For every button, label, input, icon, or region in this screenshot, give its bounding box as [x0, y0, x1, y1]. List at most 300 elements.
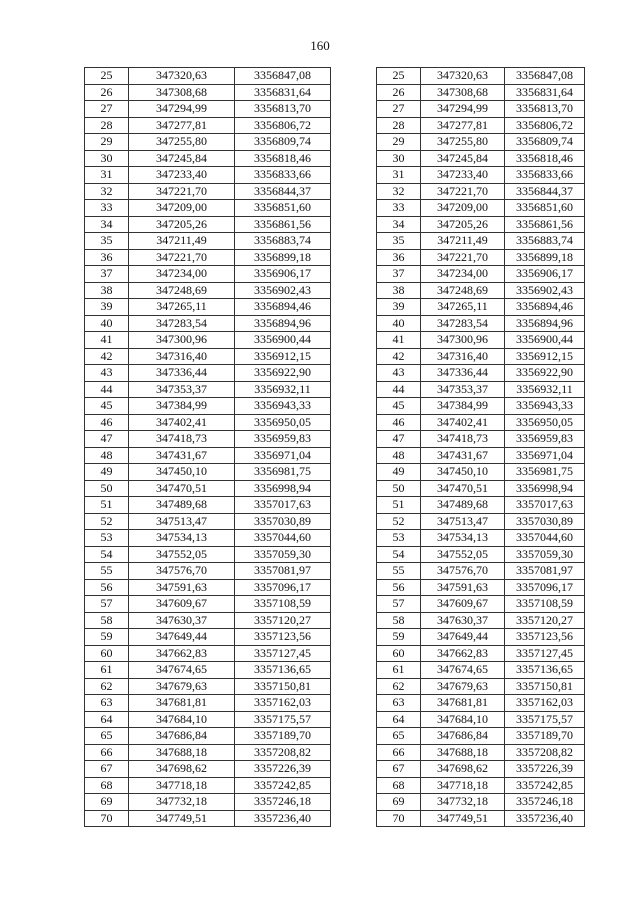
table-row — [377, 761, 585, 778]
table-row — [85, 266, 331, 283]
y-coordinate-cell: 3356902,43 — [505, 282, 585, 299]
table-row — [377, 348, 585, 365]
y-coordinate-cell: 3357236,40 — [505, 810, 585, 827]
x-coordinate-cell: 347294,99 — [421, 101, 505, 118]
point-number-cell: 26 — [377, 84, 421, 101]
table-row — [377, 84, 585, 101]
x-coordinate-cell: 347591,63 — [129, 579, 235, 596]
y-coordinate-cell: 3356943,33 — [235, 398, 331, 415]
table-row — [85, 761, 331, 778]
y-coordinate-cell: 3356950,05 — [505, 414, 585, 431]
point-number-cell: 69 — [85, 794, 129, 811]
table-row — [377, 612, 585, 629]
point-number-cell: 64 — [85, 711, 129, 728]
x-coordinate-cell: 347686,84 — [421, 728, 505, 745]
table-row — [85, 167, 331, 184]
table-row — [377, 68, 585, 85]
table-row — [85, 365, 331, 382]
table-row — [377, 645, 585, 662]
x-coordinate-cell: 347221,70 — [421, 183, 505, 200]
point-number-cell: 67 — [85, 761, 129, 778]
point-number-cell: 33 — [85, 200, 129, 217]
y-coordinate-cell: 3356959,83 — [505, 431, 585, 448]
table-row — [85, 794, 331, 811]
table-row — [85, 398, 331, 415]
point-number-cell: 32 — [85, 183, 129, 200]
y-coordinate-cell: 3357150,81 — [235, 678, 331, 695]
x-coordinate-cell: 347609,67 — [421, 596, 505, 613]
y-coordinate-cell: 3356959,83 — [235, 431, 331, 448]
point-number-cell: 37 — [377, 266, 421, 283]
y-coordinate-cell: 3356809,74 — [235, 134, 331, 151]
x-coordinate-cell: 347674,65 — [421, 662, 505, 679]
y-coordinate-cell: 3356932,11 — [235, 381, 331, 398]
point-number-cell: 32 — [377, 183, 421, 200]
table-row — [377, 563, 585, 580]
x-coordinate-cell: 347320,63 — [421, 68, 505, 85]
point-number-cell: 65 — [377, 728, 421, 745]
x-coordinate-cell: 347684,10 — [129, 711, 235, 728]
point-number-cell: 54 — [85, 546, 129, 563]
point-number-cell: 44 — [377, 381, 421, 398]
table-row — [377, 431, 585, 448]
table-body — [85, 68, 331, 827]
x-coordinate-cell: 347470,51 — [129, 480, 235, 497]
point-number-cell: 53 — [377, 530, 421, 547]
table-row — [377, 315, 585, 332]
y-coordinate-cell: 3357226,39 — [505, 761, 585, 778]
y-coordinate-cell: 3356943,33 — [505, 398, 585, 415]
point-number-cell: 66 — [377, 744, 421, 761]
y-coordinate-cell: 3357123,56 — [235, 629, 331, 646]
y-coordinate-cell: 3357081,97 — [505, 563, 585, 580]
point-number-cell: 63 — [85, 695, 129, 712]
y-coordinate-cell: 3356894,96 — [505, 315, 585, 332]
table-row — [377, 464, 585, 481]
point-number-cell: 33 — [377, 200, 421, 217]
table-row — [377, 332, 585, 349]
x-coordinate-cell: 347209,00 — [421, 200, 505, 217]
x-coordinate-cell: 347732,18 — [421, 794, 505, 811]
table-row — [85, 299, 331, 316]
point-number-cell: 52 — [377, 513, 421, 530]
y-coordinate-cell: 3357189,70 — [505, 728, 585, 745]
x-coordinate-cell: 347211,49 — [129, 233, 235, 250]
x-coordinate-cell: 347718,18 — [421, 777, 505, 794]
table-row — [377, 200, 585, 217]
x-coordinate-cell: 347221,70 — [421, 249, 505, 266]
x-coordinate-cell: 347686,84 — [129, 728, 235, 745]
y-coordinate-cell: 3356806,72 — [235, 117, 331, 134]
point-number-cell: 31 — [377, 167, 421, 184]
point-number-cell: 51 — [377, 497, 421, 514]
x-coordinate-cell: 347245,84 — [129, 150, 235, 167]
x-coordinate-cell: 347630,37 — [129, 612, 235, 629]
x-coordinate-cell: 347308,68 — [421, 84, 505, 101]
y-coordinate-cell: 3357017,63 — [235, 497, 331, 514]
y-coordinate-cell: 3356902,43 — [235, 282, 331, 299]
point-number-cell: 63 — [377, 695, 421, 712]
y-coordinate-cell: 3357108,59 — [505, 596, 585, 613]
y-coordinate-cell: 3356906,17 — [235, 266, 331, 283]
x-coordinate-cell: 347353,37 — [129, 381, 235, 398]
y-coordinate-cell: 3357127,45 — [235, 645, 331, 662]
point-number-cell: 49 — [85, 464, 129, 481]
point-number-cell: 70 — [377, 810, 421, 827]
x-coordinate-cell: 347649,44 — [129, 629, 235, 646]
x-coordinate-cell: 347233,40 — [421, 167, 505, 184]
point-number-cell: 42 — [85, 348, 129, 365]
point-number-cell: 35 — [377, 233, 421, 250]
point-number-cell: 59 — [85, 629, 129, 646]
point-number-cell: 25 — [377, 68, 421, 85]
table-row — [377, 629, 585, 646]
y-coordinate-cell: 3356912,15 — [235, 348, 331, 365]
y-coordinate-cell: 3356883,74 — [235, 233, 331, 250]
point-number-cell: 34 — [377, 216, 421, 233]
point-number-cell: 40 — [85, 315, 129, 332]
table-row — [377, 744, 585, 761]
y-coordinate-cell: 3357081,97 — [235, 563, 331, 580]
x-coordinate-cell: 347489,68 — [421, 497, 505, 514]
table-row — [85, 414, 331, 431]
point-number-cell: 51 — [85, 497, 129, 514]
table-row — [377, 365, 585, 382]
x-coordinate-cell: 347591,63 — [421, 579, 505, 596]
point-number-cell: 52 — [85, 513, 129, 530]
x-coordinate-cell: 347681,81 — [129, 695, 235, 712]
x-coordinate-cell: 347294,99 — [129, 101, 235, 118]
x-coordinate-cell: 347245,84 — [421, 150, 505, 167]
y-coordinate-cell: 3356922,90 — [505, 365, 585, 382]
point-number-cell: 68 — [85, 777, 129, 794]
y-coordinate-cell: 3356998,94 — [505, 480, 585, 497]
point-number-cell: 37 — [85, 266, 129, 283]
table-row — [377, 381, 585, 398]
y-coordinate-cell: 3356899,18 — [505, 249, 585, 266]
point-number-cell: 62 — [85, 678, 129, 695]
table-row — [85, 200, 331, 217]
x-coordinate-cell: 347450,10 — [129, 464, 235, 481]
y-coordinate-cell: 3356899,18 — [235, 249, 331, 266]
x-coordinate-cell: 347209,00 — [129, 200, 235, 217]
y-coordinate-cell: 3357150,81 — [505, 678, 585, 695]
y-coordinate-cell: 3356894,46 — [235, 299, 331, 316]
table-row — [85, 249, 331, 266]
table-row — [85, 596, 331, 613]
point-number-cell: 38 — [377, 282, 421, 299]
x-coordinate-cell: 347353,37 — [421, 381, 505, 398]
y-coordinate-cell: 3356998,94 — [235, 480, 331, 497]
x-coordinate-cell: 347698,62 — [421, 761, 505, 778]
table-row — [85, 348, 331, 365]
point-number-cell: 47 — [85, 431, 129, 448]
table-row — [377, 711, 585, 728]
y-coordinate-cell: 3356809,74 — [505, 134, 585, 151]
point-number-cell: 68 — [377, 777, 421, 794]
point-number-cell: 57 — [377, 596, 421, 613]
table-row — [85, 612, 331, 629]
y-coordinate-cell: 3357136,65 — [505, 662, 585, 679]
point-number-cell: 42 — [377, 348, 421, 365]
y-coordinate-cell: 3356900,44 — [505, 332, 585, 349]
point-number-cell: 70 — [85, 810, 129, 827]
y-coordinate-cell: 3357123,56 — [505, 629, 585, 646]
y-coordinate-cell: 3357044,60 — [505, 530, 585, 547]
x-coordinate-cell: 347513,47 — [421, 513, 505, 530]
x-coordinate-cell: 347320,63 — [129, 68, 235, 85]
table-row — [377, 579, 585, 596]
x-coordinate-cell: 347576,70 — [421, 563, 505, 580]
table-row — [85, 282, 331, 299]
table-row — [85, 216, 331, 233]
table-row — [377, 728, 585, 745]
x-coordinate-cell: 347662,83 — [129, 645, 235, 662]
x-coordinate-cell: 347749,51 — [421, 810, 505, 827]
x-coordinate-cell: 347418,73 — [129, 431, 235, 448]
point-number-cell: 30 — [85, 150, 129, 167]
x-coordinate-cell: 347233,40 — [129, 167, 235, 184]
point-number-cell: 50 — [85, 480, 129, 497]
x-coordinate-cell: 347402,41 — [129, 414, 235, 431]
x-coordinate-cell: 347630,37 — [421, 612, 505, 629]
x-coordinate-cell: 347679,63 — [129, 678, 235, 695]
x-coordinate-cell: 347316,40 — [421, 348, 505, 365]
y-coordinate-cell: 3357208,82 — [235, 744, 331, 761]
table-row — [85, 480, 331, 497]
x-coordinate-cell: 347248,69 — [129, 282, 235, 299]
table-row — [85, 464, 331, 481]
point-number-cell: 36 — [377, 249, 421, 266]
table-row — [377, 513, 585, 530]
x-coordinate-cell: 347749,51 — [129, 810, 235, 827]
x-coordinate-cell: 347300,96 — [129, 332, 235, 349]
y-coordinate-cell: 3357096,17 — [505, 579, 585, 596]
x-coordinate-cell: 347552,05 — [421, 546, 505, 563]
page-number: 160 — [310, 38, 330, 53]
point-number-cell: 64 — [377, 711, 421, 728]
point-number-cell: 41 — [377, 332, 421, 349]
table-row — [377, 546, 585, 563]
x-coordinate-cell: 347255,80 — [129, 134, 235, 151]
y-coordinate-cell: 3357017,63 — [505, 497, 585, 514]
x-coordinate-cell: 347308,68 — [129, 84, 235, 101]
y-coordinate-cell: 3356950,05 — [235, 414, 331, 431]
y-coordinate-cell: 3356981,75 — [505, 464, 585, 481]
x-coordinate-cell: 347609,67 — [129, 596, 235, 613]
x-coordinate-cell: 347336,44 — [421, 365, 505, 382]
x-coordinate-cell: 347450,10 — [421, 464, 505, 481]
y-coordinate-cell: 3357162,03 — [505, 695, 585, 712]
table-row — [377, 233, 585, 250]
x-coordinate-cell: 347681,81 — [421, 695, 505, 712]
y-coordinate-cell: 3356844,37 — [505, 183, 585, 200]
table-row — [85, 117, 331, 134]
table-row — [85, 315, 331, 332]
point-number-cell: 60 — [85, 645, 129, 662]
y-coordinate-cell: 3356831,64 — [235, 84, 331, 101]
table-row — [85, 645, 331, 662]
table-row — [85, 84, 331, 101]
point-number-cell: 27 — [85, 101, 129, 118]
x-coordinate-cell: 347534,13 — [129, 530, 235, 547]
x-coordinate-cell: 347732,18 — [129, 794, 235, 811]
table-row — [377, 662, 585, 679]
table-row — [377, 497, 585, 514]
x-coordinate-cell: 347431,67 — [129, 447, 235, 464]
y-coordinate-cell: 3357044,60 — [235, 530, 331, 547]
x-coordinate-cell: 347221,70 — [129, 183, 235, 200]
point-number-cell: 46 — [85, 414, 129, 431]
table-row — [85, 447, 331, 464]
table-row — [85, 134, 331, 151]
y-coordinate-cell: 3357136,65 — [235, 662, 331, 679]
y-coordinate-cell: 3357189,70 — [235, 728, 331, 745]
table-row — [85, 530, 331, 547]
x-coordinate-cell: 347576,70 — [129, 563, 235, 580]
point-number-cell: 40 — [377, 315, 421, 332]
x-coordinate-cell: 347662,83 — [421, 645, 505, 662]
x-coordinate-cell: 347534,13 — [421, 530, 505, 547]
point-number-cell: 67 — [377, 761, 421, 778]
table-row — [377, 777, 585, 794]
x-coordinate-cell: 347211,49 — [421, 233, 505, 250]
table-row — [85, 497, 331, 514]
table-row — [377, 134, 585, 151]
y-coordinate-cell: 3357175,57 — [505, 711, 585, 728]
y-coordinate-cell: 3356861,56 — [235, 216, 331, 233]
point-number-cell: 28 — [377, 117, 421, 134]
point-number-cell: 48 — [377, 447, 421, 464]
x-coordinate-cell: 347674,65 — [129, 662, 235, 679]
table-row — [85, 695, 331, 712]
x-coordinate-cell: 347336,44 — [129, 365, 235, 382]
x-coordinate-cell: 347234,00 — [421, 266, 505, 283]
table-row — [85, 381, 331, 398]
x-coordinate-cell: 347300,96 — [421, 332, 505, 349]
table-body — [377, 68, 585, 827]
table-row — [85, 183, 331, 200]
y-coordinate-cell: 3356912,15 — [505, 348, 585, 365]
y-coordinate-cell: 3356833,66 — [235, 167, 331, 184]
point-number-cell: 41 — [85, 332, 129, 349]
y-coordinate-cell: 3356894,96 — [235, 315, 331, 332]
point-number-cell: 27 — [377, 101, 421, 118]
x-coordinate-cell: 347205,26 — [129, 216, 235, 233]
table-row — [85, 744, 331, 761]
x-coordinate-cell: 347489,68 — [129, 497, 235, 514]
table-row — [377, 530, 585, 547]
table-row — [85, 150, 331, 167]
y-coordinate-cell: 3357242,85 — [505, 777, 585, 794]
point-number-cell: 66 — [85, 744, 129, 761]
point-number-cell: 45 — [377, 398, 421, 415]
point-number-cell: 50 — [377, 480, 421, 497]
y-coordinate-cell: 3357175,57 — [235, 711, 331, 728]
x-coordinate-cell: 347316,40 — [129, 348, 235, 365]
y-coordinate-cell: 3357059,30 — [505, 546, 585, 563]
x-coordinate-cell: 347684,10 — [421, 711, 505, 728]
point-number-cell: 55 — [377, 563, 421, 580]
point-number-cell: 60 — [377, 645, 421, 662]
x-coordinate-cell: 347688,18 — [421, 744, 505, 761]
y-coordinate-cell: 3357242,85 — [235, 777, 331, 794]
point-number-cell: 29 — [85, 134, 129, 151]
y-coordinate-cell: 3357120,27 — [235, 612, 331, 629]
x-coordinate-cell: 347552,05 — [129, 546, 235, 563]
x-coordinate-cell: 347384,99 — [129, 398, 235, 415]
y-coordinate-cell: 3356883,74 — [505, 233, 585, 250]
x-coordinate-cell: 347283,54 — [129, 315, 235, 332]
x-coordinate-cell: 347718,18 — [129, 777, 235, 794]
y-coordinate-cell: 3356932,11 — [505, 381, 585, 398]
x-coordinate-cell: 347418,73 — [421, 431, 505, 448]
point-number-cell: 26 — [85, 84, 129, 101]
y-coordinate-cell: 3356894,46 — [505, 299, 585, 316]
point-number-cell: 61 — [377, 662, 421, 679]
y-coordinate-cell: 3357226,39 — [235, 761, 331, 778]
point-number-cell: 47 — [377, 431, 421, 448]
x-coordinate-cell: 347205,26 — [421, 216, 505, 233]
y-coordinate-cell: 3357108,59 — [235, 596, 331, 613]
y-coordinate-cell: 3357030,89 — [505, 513, 585, 530]
y-coordinate-cell: 3356861,56 — [505, 216, 585, 233]
point-number-cell: 49 — [377, 464, 421, 481]
point-number-cell: 57 — [85, 596, 129, 613]
table-row — [85, 546, 331, 563]
x-coordinate-cell: 347283,54 — [421, 315, 505, 332]
x-coordinate-cell: 347649,44 — [421, 629, 505, 646]
y-coordinate-cell: 3356981,75 — [235, 464, 331, 481]
y-coordinate-cell: 3356900,44 — [235, 332, 331, 349]
point-number-cell: 39 — [85, 299, 129, 316]
y-coordinate-cell: 3356851,60 — [505, 200, 585, 217]
point-number-cell: 53 — [85, 530, 129, 547]
y-coordinate-cell: 3357246,18 — [505, 794, 585, 811]
point-number-cell: 58 — [377, 612, 421, 629]
point-number-cell: 55 — [85, 563, 129, 580]
y-coordinate-cell: 3357096,17 — [235, 579, 331, 596]
table-row — [377, 398, 585, 415]
y-coordinate-cell: 3357030,89 — [235, 513, 331, 530]
y-coordinate-cell: 3357236,40 — [235, 810, 331, 827]
point-number-cell: 58 — [85, 612, 129, 629]
table-row — [377, 117, 585, 134]
y-coordinate-cell: 3356844,37 — [235, 183, 331, 200]
table-row — [377, 282, 585, 299]
y-coordinate-cell: 3356851,60 — [235, 200, 331, 217]
y-coordinate-cell: 3357127,45 — [505, 645, 585, 662]
x-coordinate-cell: 347277,81 — [421, 117, 505, 134]
coordinates-table-left — [84, 67, 331, 827]
point-number-cell: 46 — [377, 414, 421, 431]
x-coordinate-cell: 347679,63 — [421, 678, 505, 695]
y-coordinate-cell: 3356922,90 — [235, 365, 331, 382]
table-row — [377, 216, 585, 233]
table-row — [85, 233, 331, 250]
table-row — [85, 332, 331, 349]
point-number-cell: 56 — [85, 579, 129, 596]
point-number-cell: 28 — [85, 117, 129, 134]
x-coordinate-cell: 347431,67 — [421, 447, 505, 464]
table-row — [377, 695, 585, 712]
table-row — [85, 777, 331, 794]
table-row — [85, 579, 331, 596]
x-coordinate-cell: 347470,51 — [421, 480, 505, 497]
point-number-cell: 69 — [377, 794, 421, 811]
table-row — [85, 662, 331, 679]
table-row — [85, 101, 331, 118]
